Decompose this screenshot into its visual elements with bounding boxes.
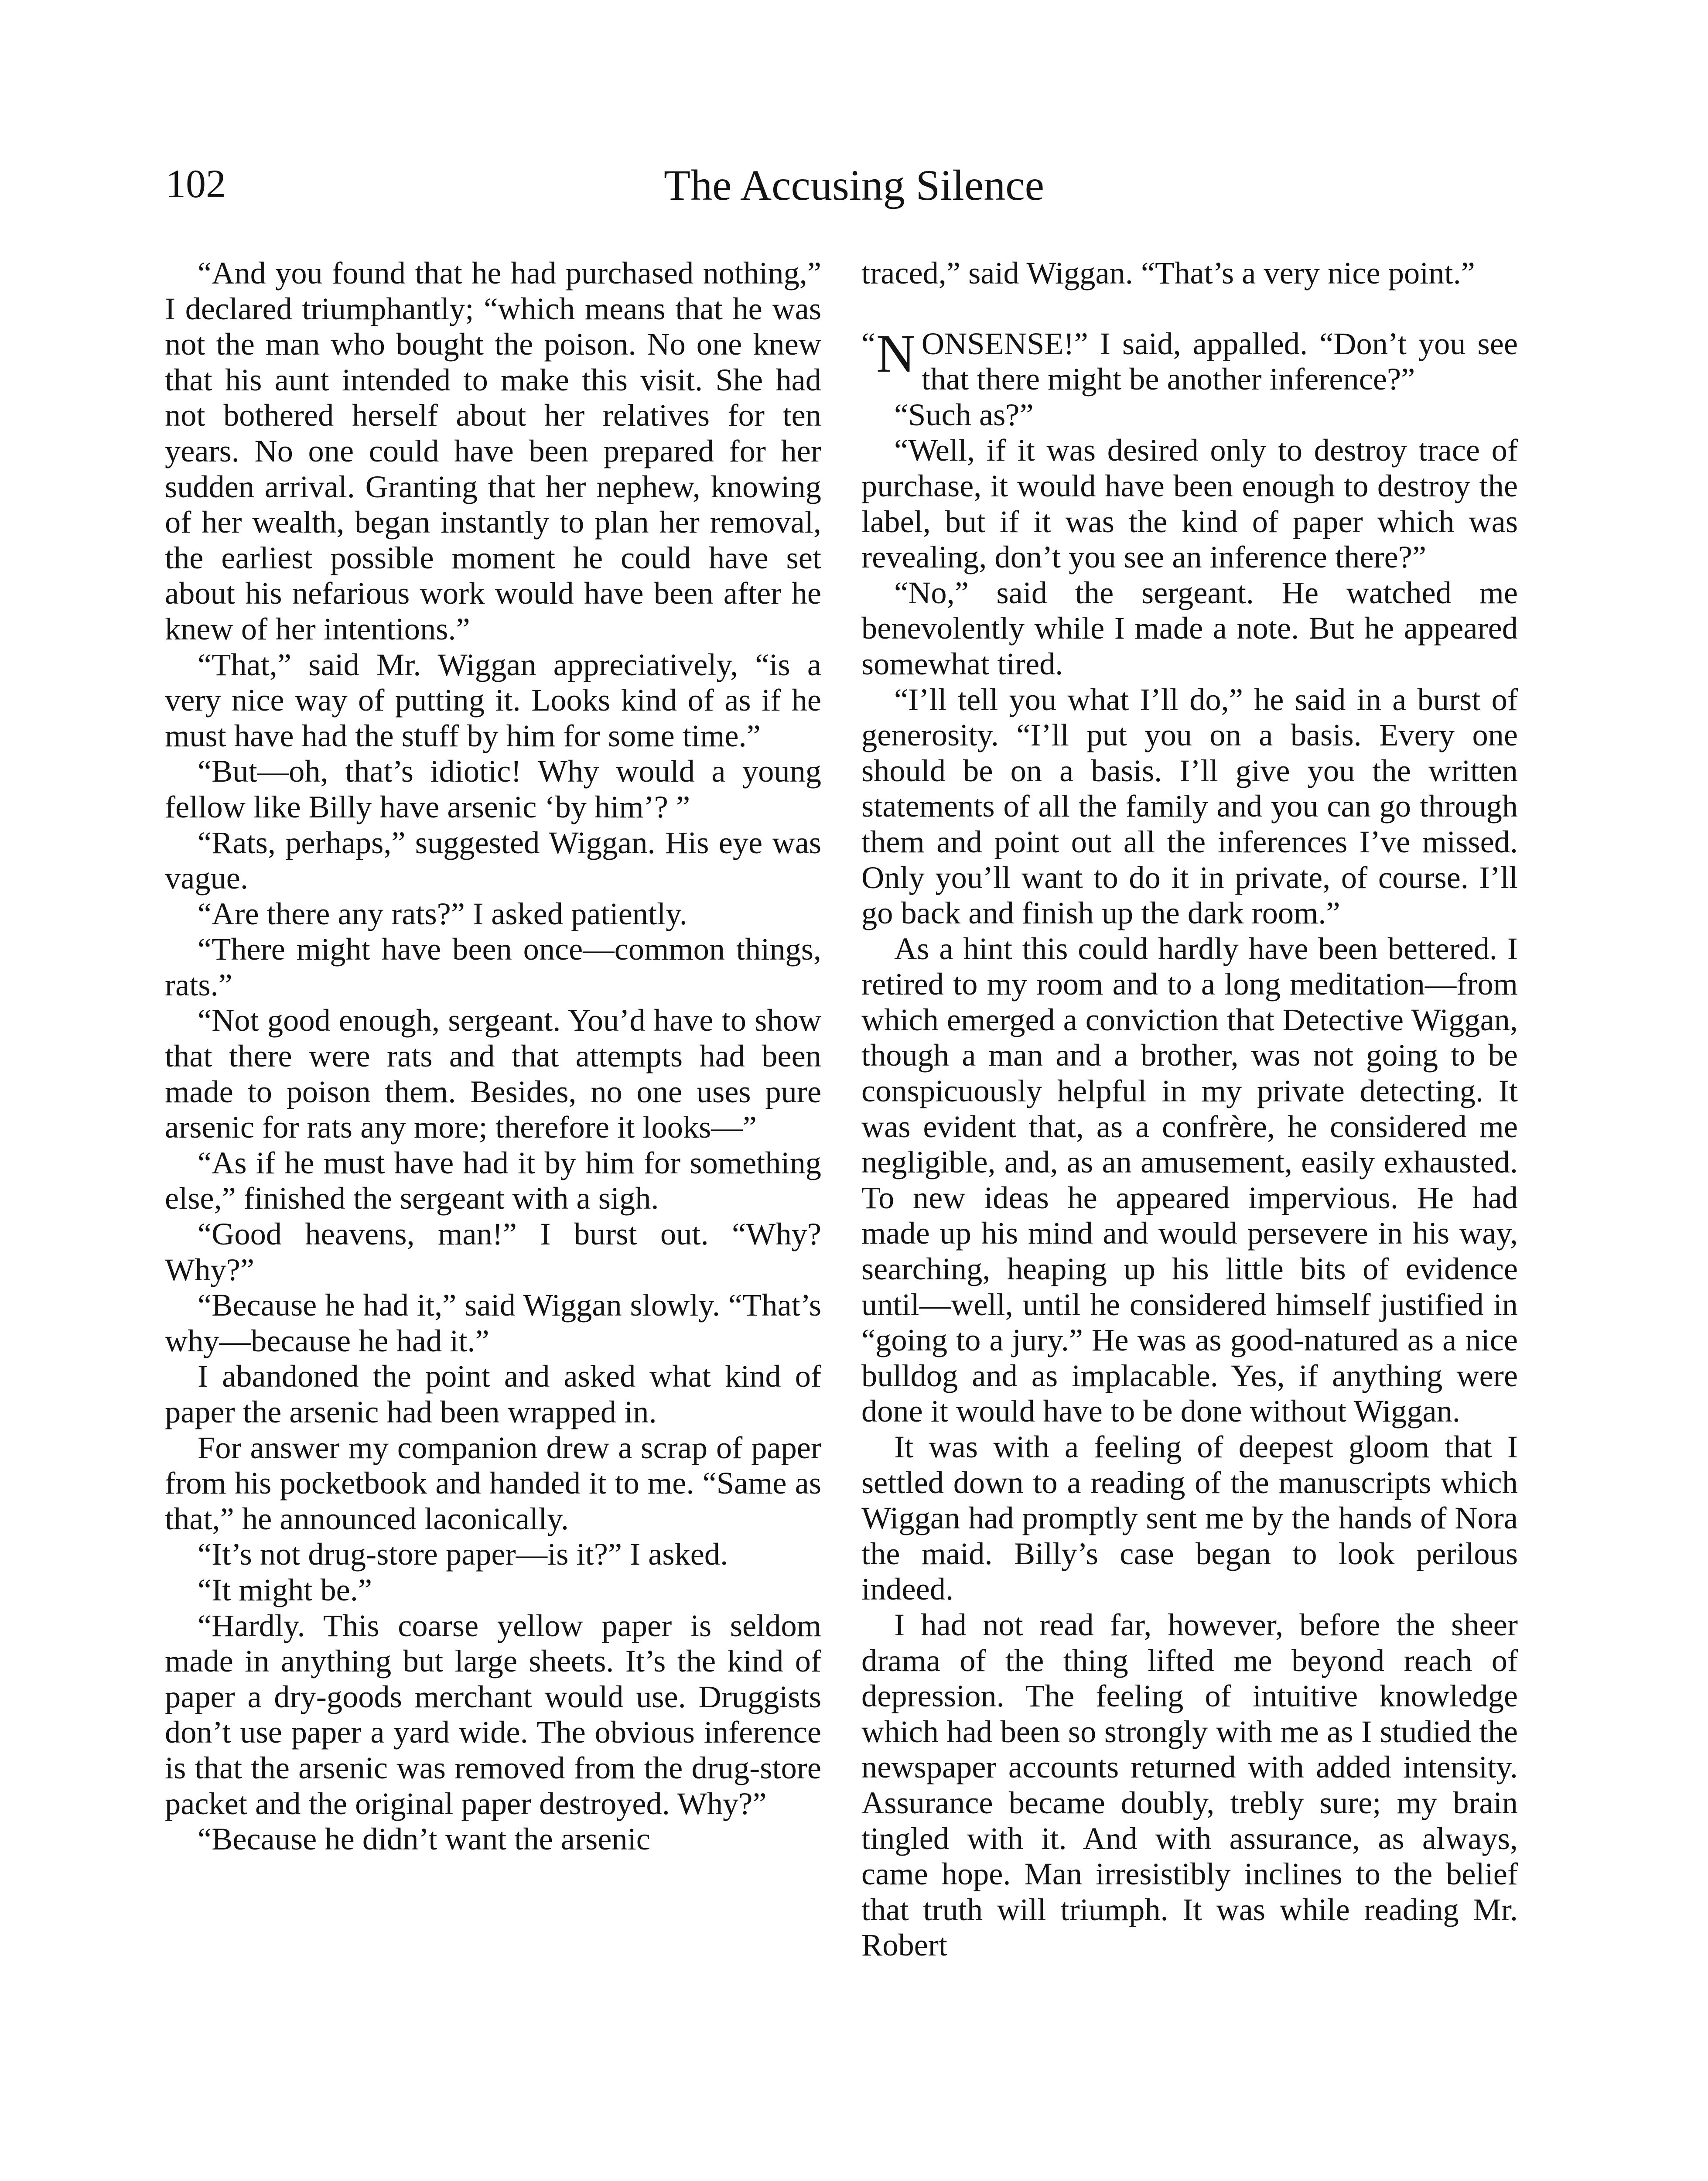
paragraph: “Because he had it,” said Wiggan slowly. “That’s why—because he had it.” bbox=[165, 1287, 821, 1358]
right-text-column bbox=[861, 255, 1518, 1963]
continued-paragraph: traced,” said Wiggan. “That’s a very nice point.” bbox=[861, 255, 1475, 291]
left-text-column bbox=[165, 255, 821, 1857]
paragraph: “As if he must have had it by him for something else,” finished the sergeant with a sigh. bbox=[165, 1145, 821, 1216]
section-opening-text: I said, appalled. “Don’t you see that there might be another inference?” bbox=[921, 325, 1518, 397]
paragraph: It was with a feeling of deepest gloom that I settled down to a reading of the manuscripts which Wiggan had promptly sent me by the hands of Nora the maid. Billy’s case began to look perilous indeed. bbox=[861, 1429, 1518, 1607]
paragraph: “But—oh, that’s idiotic! Why would a young fellow like Billy have arsenic ‘by him’? ” bbox=[165, 753, 821, 824]
paragraph: For answer my companion drew a scrap of paper from his pocketbook and handed it to me. “Same as that,” he announced laconically. bbox=[165, 1429, 821, 1536]
paragraph: “Because he didn’t want the arsenic bbox=[198, 1821, 650, 1857]
paragraph: “Not good enough, sergeant. You’d have to show that there were rats and that attempts had been made to poison them. Besides, no one uses pure arsenic for rats any more; therefore it looks—” bbox=[165, 1002, 821, 1145]
paragraph: “I’ll tell you what I’ll do,” he said in a burst of generosity. “I’ll put you on a basis. Every one should be on a basis. I’ll give you the written statements of all the family and you can go through them and point out all the inferences I’ve missed. Only you’ll want to do it in private, of course. I’ll go back and finish up the dark room.” bbox=[861, 681, 1518, 931]
paragraph: “And you found that he had purchased nothing,” I declared triumphantly; “which means that he was not the man who bought the poison. No one knew that his aunt intended to make this visit. She had not bothered herself about her relatives for ten years. No one could have been prepared for her sudden arrival. Granting that her nephew, knowing of her wealth, began instantly to plan her removal, the earliest possible moment he could have set about his nefarious work would have been after he knew of her intentions.” bbox=[165, 255, 821, 646]
paragraph: I abandoned the point and asked what kind of paper the arsenic had been wrapped in. bbox=[165, 1358, 821, 1429]
paragraph: “It might be.” bbox=[198, 1572, 372, 1607]
opening-quote-mark: “ bbox=[861, 325, 876, 361]
paragraph: “Well, if it was desired only to destroy trace of purchase, it would have been enough to destroy the label, but if it was the kind of paper which was revealing, don’t you see an inference there?” bbox=[861, 432, 1518, 575]
paragraph: “No,” said the sergeant. He watched me benevolently while I made a note. But he appeared somewhat tired. bbox=[861, 574, 1518, 681]
paragraph: “It’s not drug-store paper—is it?” I asked. bbox=[198, 1536, 728, 1572]
paragraph: “There might have been once—common things, rats.” bbox=[165, 931, 821, 1002]
section-opening-paragraph bbox=[861, 323, 1518, 397]
running-title: The Accusing Silence bbox=[664, 161, 1044, 209]
paragraph: As a hint this could hardly have been bettered. I retired to my room and to a long meditation—from which emerged a conviction that Detective Wiggan, though a man and a brother, was not going to be conspicuously helpful in my private detecting. It was evident that, as a confrère, he considered me negligible, and, as an amusement, easily exhausted. To new ideas he appeared impervious. He had made up his mind and would persevere in his way, searching, heaping up his little bits of evidence until—well, until he considered himself justified in “going to a jury.” He was as good-natured as a nice bulldog and as implacable. Yes, if anything were done it would have to be done without Wiggan. bbox=[861, 930, 1518, 1429]
paragraph: “That,” said Mr. Wiggan appreciatively, “is a very nice way of putting it. Looks kind of as if he must have had the stuff by him for some time.” bbox=[165, 646, 821, 753]
page-number: 102 bbox=[166, 161, 226, 206]
paragraph: “Are there any rats?” I asked patiently. bbox=[198, 896, 687, 931]
paragraph: “Such as?” bbox=[894, 397, 1034, 432]
paragraph: “Good heavens, man!” I burst out. “Why? Why?” bbox=[165, 1216, 821, 1287]
small-caps-lead: ONSENSE!” bbox=[921, 325, 1088, 361]
paragraph: “Rats, perhaps,” suggested Wiggan. His eye was vague. bbox=[165, 824, 821, 896]
drop-cap: N bbox=[876, 323, 915, 383]
paragraph: “Hardly. This coarse yellow paper is seldom made in anything but large sheets. It’s the kind of paper a dry-goods merchant would use. Druggists don’t use paper a yard wide. The obvious inference is that the arsenic was removed from the drug-store packet and the original paper destroyed. Why?” bbox=[165, 1607, 821, 1821]
paragraph: I had not read far, however, before the sheer drama of the thing lifted me beyond reach of depression. The feeling of intuitive knowledge which had been so strongly with me as I studied the newspaper accounts returned with added intensity. Assurance became doubly, trebly sure; my brain tingled with it. And with assurance, as always, came hope. Man irresistibly inclines to the belief that truth will triumph. It was while reading Mr. Robert bbox=[861, 1607, 1518, 1963]
